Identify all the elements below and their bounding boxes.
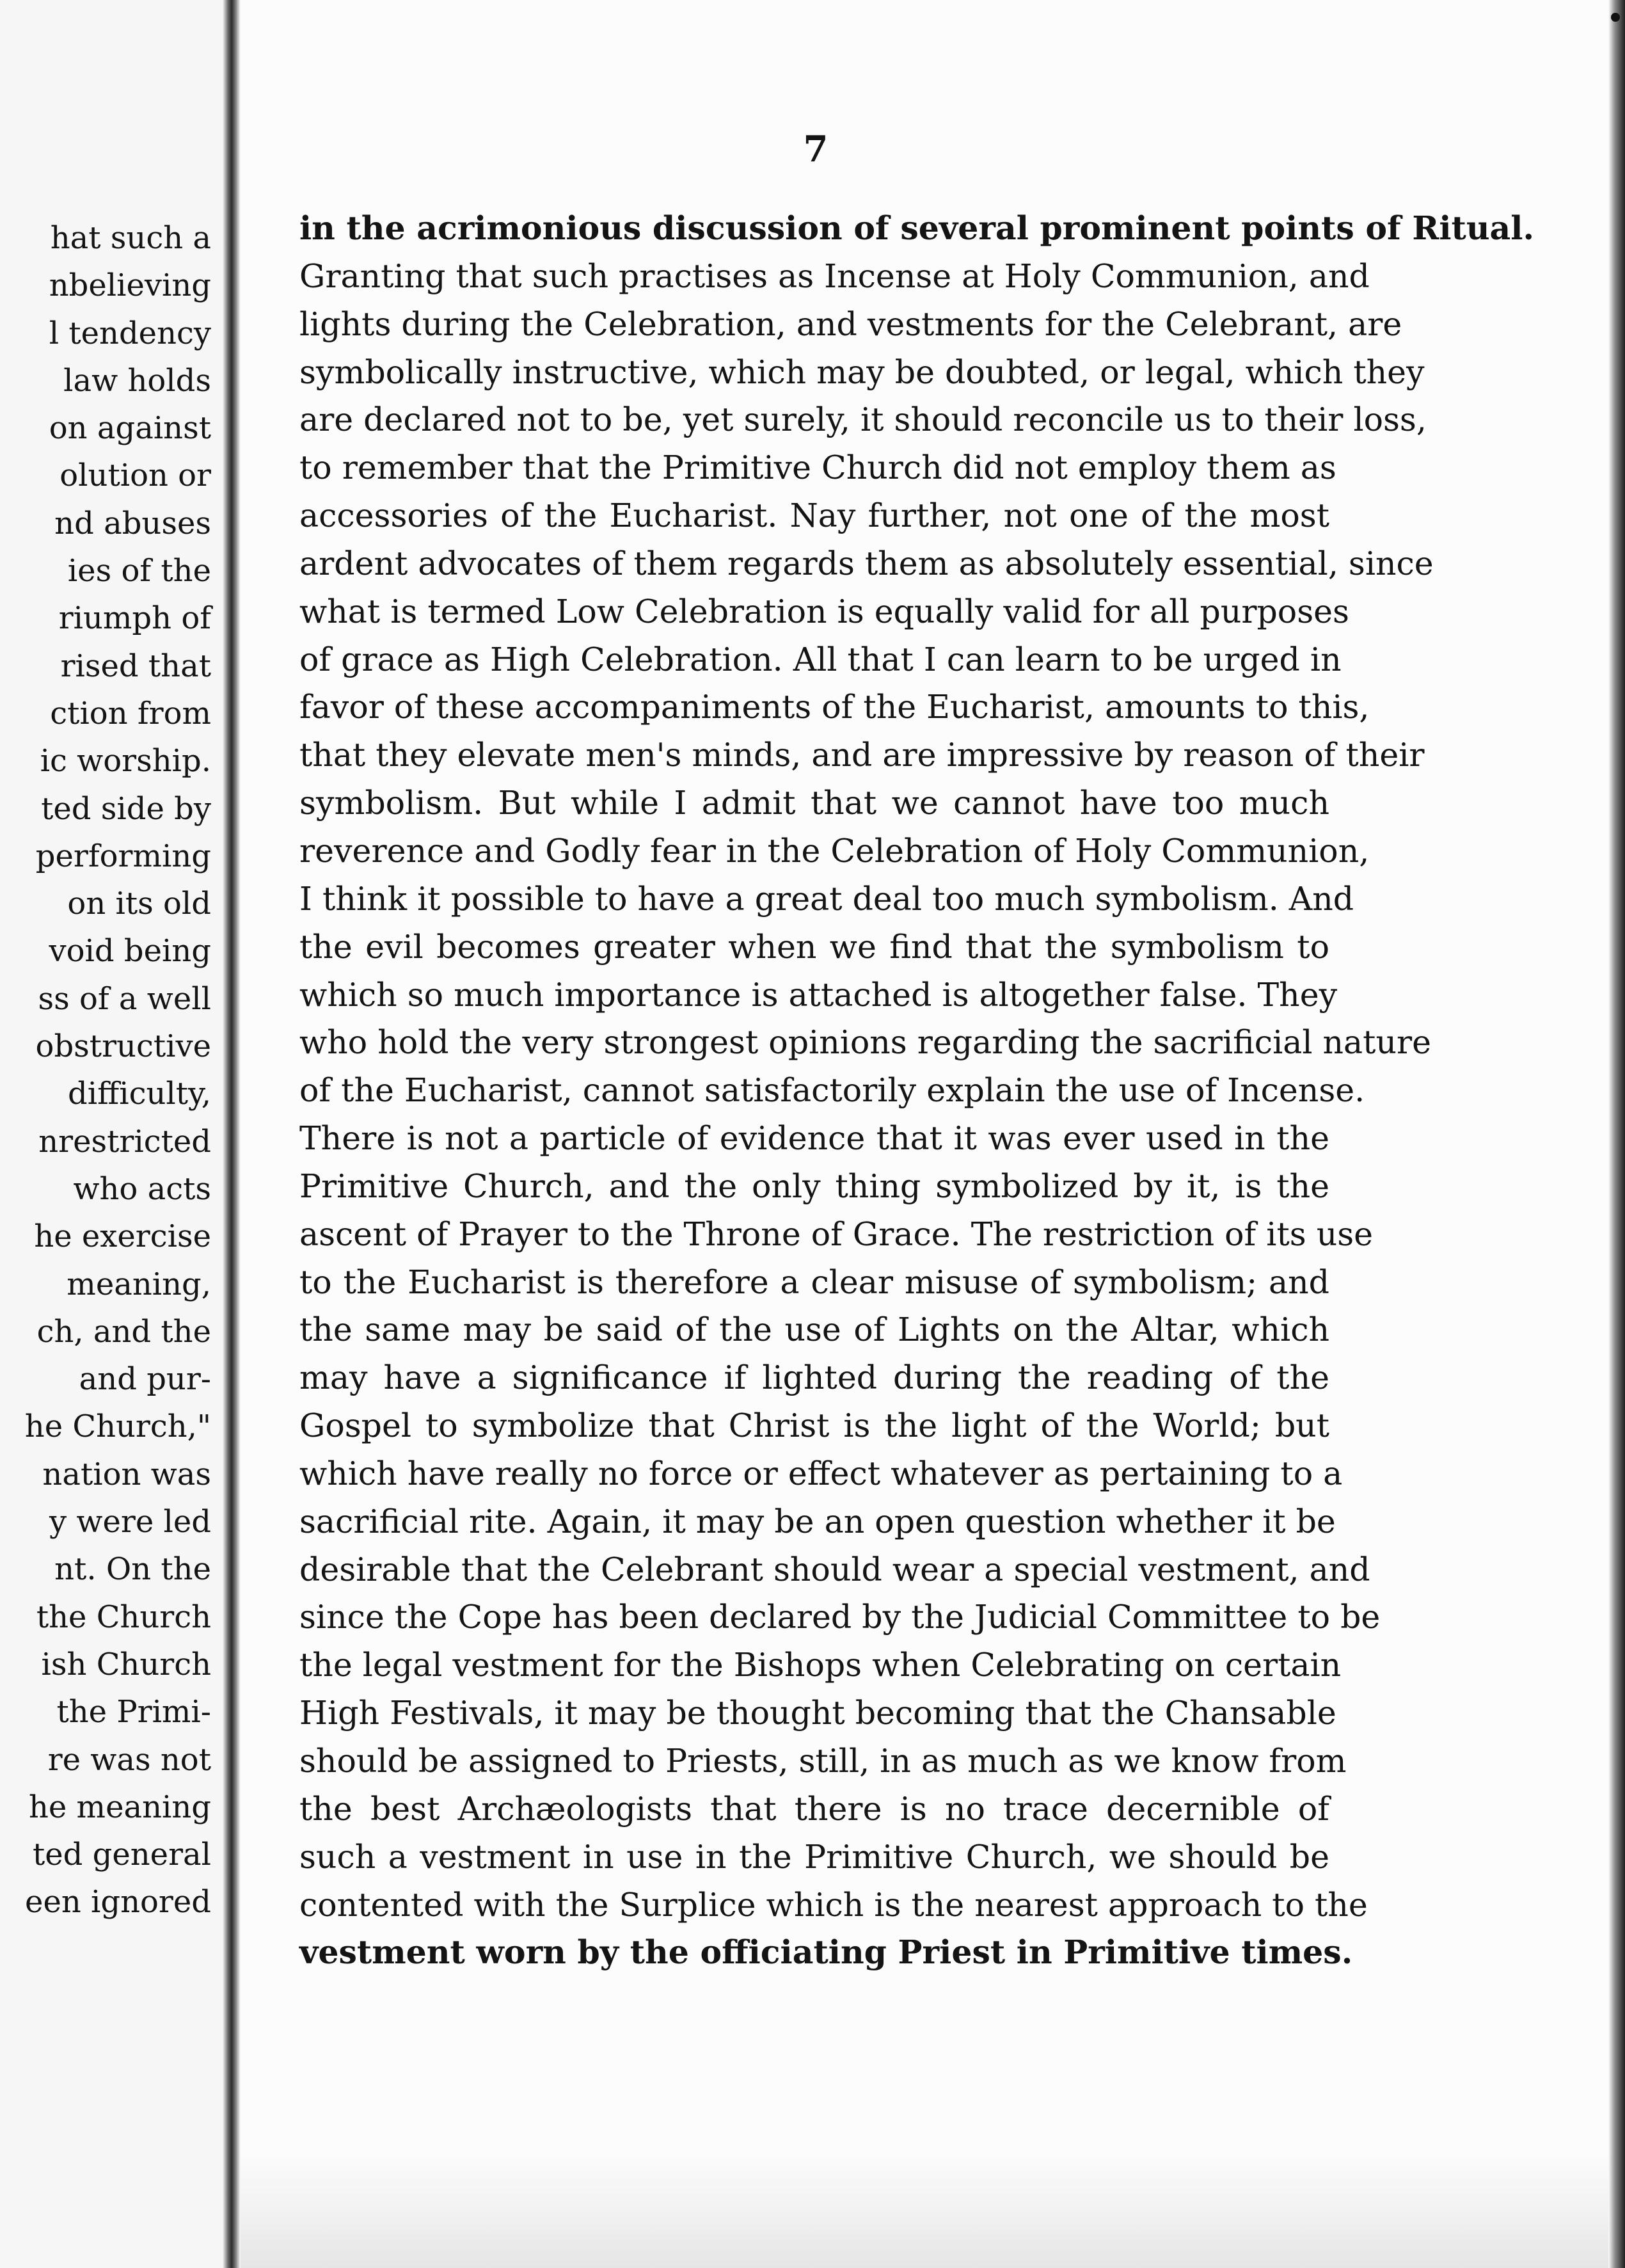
page-number: 7 <box>803 128 828 170</box>
left-page-line: rised that <box>60 648 211 684</box>
body-text-line: ascent of Prayer to the Throne of Grace. The restriction of its use <box>299 1215 1374 1253</box>
body-text-line: should be assigned to Priests, still, in as much as we know from <box>299 1742 1347 1780</box>
body-text-line: accessories of the Eucharist. Nay further, not one of the most <box>299 497 1329 535</box>
left-page-text-column <box>0 214 211 1926</box>
left-page-line: y were led <box>49 1504 211 1540</box>
left-page-line: ch, and the <box>36 1313 211 1350</box>
left-page-line: nrestricted <box>38 1123 211 1160</box>
left-page-line: nt. On the <box>54 1551 211 1588</box>
body-text-line: in the acrimonious discussion of several prominent points of Ritual. <box>299 209 1535 247</box>
body-text-line: which have really no force or effect whatever as pertaining to a <box>299 1454 1343 1492</box>
body-text-line: symbolically instructive, which may be doubted, or legal, which they <box>299 353 1425 391</box>
left-page-line: nbelieving <box>49 268 211 304</box>
body-text-column <box>299 205 1535 1977</box>
body-text-line: are declared not to be, yet surely, it should reconcile us to their loss, <box>299 401 1427 439</box>
body-text-line: vestment worn by the officiating Priest in Primitive times. <box>299 1933 1353 1972</box>
left-page-line: obstructive <box>35 1028 211 1065</box>
body-text-line: contented with the Surplice which is the nearest approach to the <box>299 1885 1368 1924</box>
left-page-line: law holds <box>63 362 211 399</box>
body-text-line: of the Eucharist, cannot satisfactorily explain the use of Incense. <box>299 1071 1365 1110</box>
body-text-line: to the Eucharist is therefore a clear misuse of symbolism; and <box>299 1263 1329 1301</box>
left-page-fragment <box>0 0 225 2268</box>
body-text-line: sacrificial rite. Again, it may be an open question whether it be <box>299 1502 1336 1540</box>
body-text-line: the evil becomes greater when we find that the symbolism to <box>299 927 1329 966</box>
left-page-line: l tendency <box>49 315 211 351</box>
left-page-line: ish Church <box>41 1646 211 1682</box>
body-text-line: Gospel to symbolize that Christ is the light of the World; but <box>299 1407 1329 1445</box>
left-page-line: riumph of <box>58 600 211 637</box>
left-page-line: ss of a well <box>38 980 211 1017</box>
body-text-line: which so much importance is attached is altogether false. They <box>299 975 1338 1014</box>
body-text-line: who hold the very strongest opinions regarding the sacrificial nature <box>299 1023 1432 1062</box>
body-text-line: Primitive Church, and the only thing symbolized by it, is the <box>299 1167 1329 1205</box>
body-text-line: such a vestment in use in the Primitive Church, we should be <box>299 1837 1329 1876</box>
body-text-line: the best Archæologists that there is no trace decernible of <box>299 1789 1329 1828</box>
left-page-line: who acts <box>73 1170 211 1207</box>
body-text-line: symbolism. But while I admit that we cannot have too much <box>299 784 1329 822</box>
left-page-line: the Church <box>36 1599 211 1635</box>
left-page-line: void being <box>49 933 211 970</box>
body-text-line: that they elevate men's minds, and are impressive by reason of their <box>299 736 1425 774</box>
left-page-line: hat such a <box>50 220 211 256</box>
left-page-line: ted side by <box>41 790 211 827</box>
body-text-line: There is not a particle of evidence that it was ever used in the <box>299 1119 1329 1158</box>
body-text-line: the same may be said of the use of Lights on the Altar, which <box>299 1311 1329 1349</box>
page-bottom-margin <box>241 2150 1608 2268</box>
left-page-line: meaning, <box>67 1266 211 1302</box>
body-text-line: Granting that such practises as Incense at Holy Communion, and <box>299 257 1370 295</box>
body-text-line: desirable that the Celebrant should wear a special vestment, and <box>299 1550 1370 1588</box>
left-page-line: ies of the <box>67 553 211 589</box>
left-page-line: on against <box>49 410 211 447</box>
left-page-line: he Church," <box>24 1409 211 1445</box>
left-page-line: re was not <box>47 1741 211 1778</box>
body-text-line: lights during the Celebration, and vestments for the Celebrant, are <box>299 305 1402 343</box>
left-page-line: he meaning <box>28 1789 211 1825</box>
left-page-line: on its old <box>67 886 211 922</box>
right-page-edge <box>1608 0 1625 2268</box>
body-text-line: what is termed Low Celebration is equally valid for all purposes <box>299 592 1349 630</box>
body-text-line: favor of these accompaniments of the Eucharist, amounts to this, <box>299 688 1370 726</box>
body-text-line: I think it possible to have a great deal too much symbolism. And <box>299 879 1354 918</box>
left-page-line: difficulty, <box>68 1076 211 1112</box>
left-page-line: he exercise <box>34 1218 211 1255</box>
scan-corner-mark <box>1611 13 1620 22</box>
body-text-line: reverence and Godly fear in the Celebration of Holy Communion, <box>299 831 1370 870</box>
left-page-line: ic worship. <box>40 743 211 779</box>
left-page-line: nation was <box>42 1456 211 1492</box>
body-text-line: since the Cope has been declared by the Judicial Committee to be <box>299 1598 1381 1636</box>
binding-gutter <box>223 0 241 2268</box>
body-text-line: of grace as High Celebration. All that I can learn to be urged in <box>299 640 1342 678</box>
body-text-line: to remember that the Primitive Church did not employ them as <box>299 449 1336 487</box>
body-text-line: ardent advocates of them regards them as absolutely essential, since <box>299 544 1434 582</box>
left-page-line: ction from <box>50 695 211 731</box>
left-page-line: and pur- <box>79 1361 211 1398</box>
body-text-line: High Festivals, it may be thought becoming that the Chansable <box>299 1694 1336 1732</box>
body-text-line: may have a significance if lighted during the reading of the <box>299 1359 1329 1397</box>
left-page-line: een ignored <box>25 1884 211 1921</box>
left-page-line: performing <box>35 838 211 874</box>
left-page-line: olution or <box>59 458 211 494</box>
left-page-line: nd abuses <box>54 505 211 541</box>
body-text-line: the legal vestment for the Bishops when Celebrating on certain <box>299 1646 1342 1684</box>
left-page-line: the Primi- <box>56 1694 211 1730</box>
left-page-line: ted general <box>32 1837 211 1873</box>
